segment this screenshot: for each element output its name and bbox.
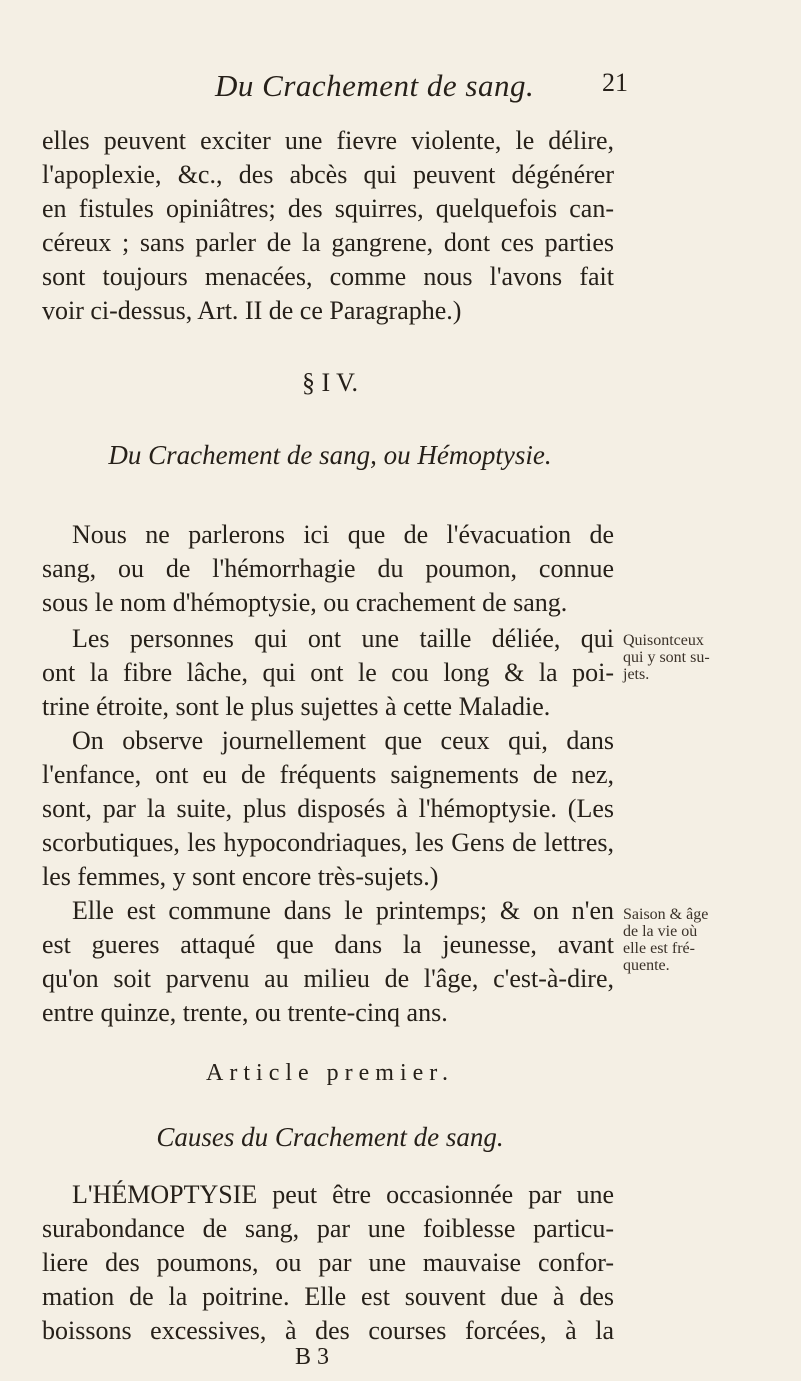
- signature-mark: B 3: [295, 1344, 330, 1370]
- page-number: 21: [602, 68, 628, 97]
- section-mark: § I V.: [301, 368, 359, 397]
- text-line: l'apoplexie, &c., des abcès qui peuvent dégénérer: [42, 160, 614, 189]
- text-line: L'HÉMOPTYSIE peut être occasionnée par une: [72, 1180, 614, 1209]
- text-line: sous le nom d'hémoptysie, ou crachement de sang.: [42, 588, 568, 617]
- margin-note: [623, 906, 798, 974]
- text-line: sang, ou de l'hémorrhagie du poumon, connue: [42, 554, 614, 583]
- margin-note-line: Saison & âge: [623, 906, 709, 923]
- text-line: On observe journellement que ceux qui, dans: [72, 726, 614, 755]
- margin-note-line: elle est fré-: [623, 940, 695, 957]
- text-line: liere des poumons, ou par une mauvaise confor-: [42, 1248, 614, 1277]
- text-line: est gueres attaqué que dans la jeunesse, avant: [42, 930, 614, 959]
- text-line: elles peuvent exciter une fievre violente, le délire,: [42, 126, 614, 155]
- text-line: scorbutiques, les hypocondriaques, les Gens de lettres,: [42, 828, 614, 857]
- article-title: Causes du Crachement de sang.: [156, 1122, 504, 1152]
- text-line: sont, par la suite, plus disposés à l'hémoptysie. (Les: [42, 794, 614, 823]
- section-title: Du Crachement de sang, ou Hémoptysie.: [108, 440, 552, 470]
- text-line: les femmes, y sont encore très-sujets.): [42, 862, 439, 891]
- margin-note-line: jets.: [623, 666, 650, 683]
- article-heading: Article premier.: [206, 1060, 454, 1086]
- text-line: surabondance de sang, par une foiblesse particu-: [42, 1214, 614, 1243]
- margin-note-line: quente.: [623, 957, 670, 974]
- text-line: Elle est commune dans le printemps; & on n'en: [72, 896, 614, 925]
- text-line: voir ci-dessus, Art. II de ce Paragraphe.): [42, 296, 462, 325]
- margin-note: [623, 632, 798, 683]
- margin-note-line: qui y sont su-: [623, 649, 710, 666]
- text-line: Nous ne parlerons ici que de l'évacuation de: [72, 520, 614, 549]
- text-line: en fistules opiniâtres; des squirres, quelquefois can-: [42, 194, 614, 223]
- running-title: Du Crachement de sang.: [215, 68, 535, 103]
- text-line: l'enfance, ont eu de fréquents saignements de nez,: [42, 760, 614, 789]
- text-line: Les personnes qui ont une taille déliée, qui: [72, 624, 614, 653]
- margin-note-line: de la vie où: [623, 923, 698, 940]
- text-line: céreux ; sans parler de la gangrene, dont ces parties: [42, 228, 614, 257]
- running-head: [0, 68, 801, 108]
- margin-note-line: Quisontceux: [623, 632, 704, 649]
- text-line: mation de la poitrine. Elle est souvent due à des: [42, 1282, 614, 1311]
- text-line: sont toujours menacées, comme nous l'avons fait: [42, 262, 614, 291]
- text-line: boissons excessives, à des courses forcées, à la: [42, 1316, 614, 1345]
- text-line: trine étroite, sont le plus sujettes à cette Maladie.: [42, 692, 551, 721]
- text-line: ont la fibre lâche, qui ont le cou long & la poi-: [42, 658, 614, 687]
- text-line: entre quinze, trente, ou trente-cinq ans.: [42, 998, 448, 1027]
- text-line: qu'on soit parvenu au milieu de l'âge, c'est-à-dire,: [42, 964, 614, 993]
